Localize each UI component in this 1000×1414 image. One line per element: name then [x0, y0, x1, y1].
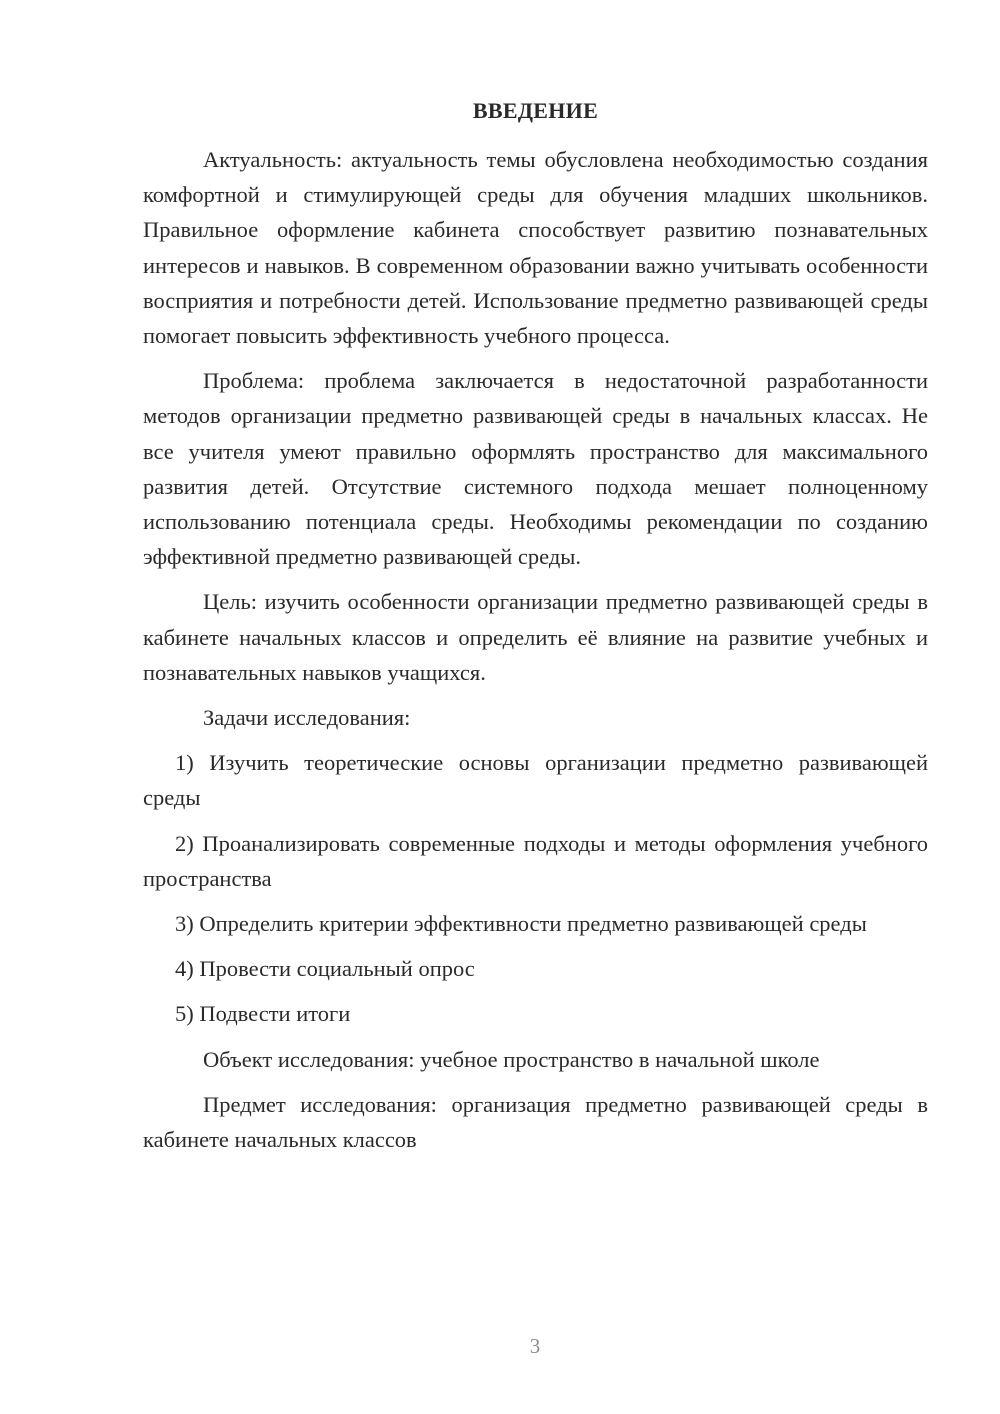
paragraph-problem: Проблема: проблема заключается в недостаточной разработанности методов организации предметно развивающей среды в начальных классах. Не все учителя умеют правильно оформлять пространство для максимального развития детей. Отсутствие системного подхода мешает полноценному использованию потенциала среды. Необходимы рекомендации по созданию эффективной предметно развивающей среды. — [143, 368, 928, 570]
document-body — [143, 142, 928, 1167]
paragraph-goal: Цель: изучить особенности организации предметно развивающей среды в кабинете начальных классов и определить её влияние на развитие учебных и познавательных навыков учащихся. — [143, 589, 928, 685]
task-item-2: 2) Проанализировать современные подходы и методы оформления учебного пространства — [143, 830, 928, 891]
paragraph-relevance: Актуальность: актуальность темы обусловлена необходимостью создания комфортной и стимулирующей среды для обучения младших школьников. Правильное оформление кабинета способствует развитию познавательных интересов и навыков. В современном образовании важно учитывать особенности восприятия и потребности детей. Использование предметно развивающей среды помогает повысить эффективность учебного процесса. — [143, 147, 928, 349]
task-item-5: 5) Подвести итоги — [175, 1001, 351, 1027]
task-item-1: 1) Изучить теоретические основы организации предметно развивающей среды — [143, 750, 928, 811]
task-item-4: 4) Провести социальный опрос — [175, 956, 475, 982]
task-item-3: 3) Определить критерии эффективности предметно развивающей среды — [175, 911, 867, 937]
page-number: 3 — [529, 1334, 541, 1358]
paragraph-tasks-heading: Задачи исследования: — [203, 705, 411, 731]
paragraph-research-object: Объект исследования: учебное пространство в начальной школе — [203, 1046, 820, 1072]
page-title: ВВЕДЕНИЕ — [472, 98, 599, 123]
paragraph-research-subject: Предмет исследования: организация предметно развивающей среды в кабинете начальных классов — [143, 1091, 928, 1153]
